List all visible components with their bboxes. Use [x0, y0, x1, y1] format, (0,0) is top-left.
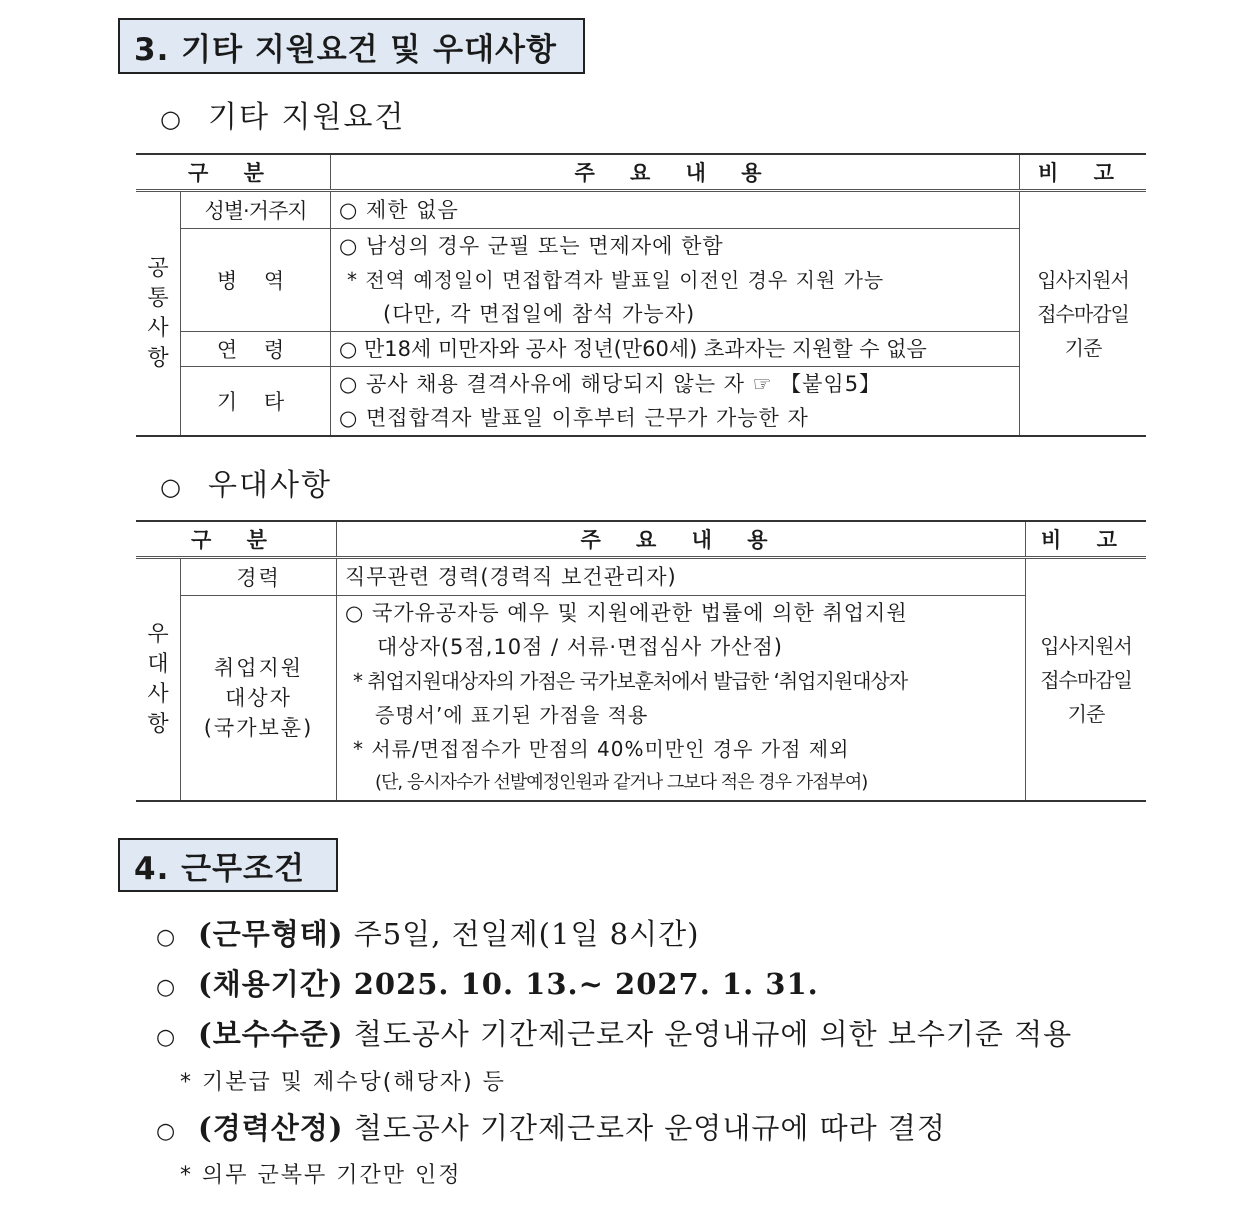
row-label-line: 대상자: [225, 686, 292, 710]
row-label: [181, 596, 337, 802]
content-line: 대상자(5점,10점 / 서류·면접심사 가산점): [377, 635, 783, 659]
work-item-text: 주5일, 전일제(1일 8시간): [353, 917, 700, 951]
note-cell: [1026, 558, 1147, 802]
row-label: 경력: [181, 558, 337, 596]
preference-table: [136, 520, 1146, 802]
bullet: ○: [160, 105, 183, 133]
bullet: ○: [156, 1025, 177, 1050]
row-content: [331, 229, 1020, 332]
group-label-text: 공통사항: [147, 255, 169, 371]
content-line: ○ 남성의 경우 군필 또는 면제자에 한함: [339, 234, 724, 258]
row-content: [331, 332, 1020, 367]
bullet: ○: [156, 1119, 177, 1144]
content-line: ○ 제한 없음: [339, 198, 459, 222]
table-row: [136, 367, 1146, 437]
preference-heading-text: 우대사항: [208, 468, 332, 503]
bullet: ○: [156, 925, 177, 950]
group-label: [136, 191, 181, 437]
header-note: 비 고: [1020, 154, 1147, 191]
note-line: 접수마감일: [1037, 301, 1129, 326]
table-header-row: [136, 521, 1146, 558]
content-line: * 전역 예정일이 면접합격자 발표일 이전인 경우 지원 가능: [347, 268, 885, 292]
work-item: [156, 1012, 1072, 1053]
note-line: 입사지원서: [1040, 633, 1132, 658]
table-row: [136, 558, 1146, 596]
content-line: ○ 공사 채용 결격사유에 해당되지 않는 자 ☞ 【붙임5】: [339, 372, 882, 396]
row-content: [337, 558, 1026, 596]
table-row: [136, 596, 1146, 802]
group-label-text: 우대사항: [147, 621, 169, 737]
table-row: [136, 332, 1146, 367]
header-main: 주 요 내 용: [337, 521, 1026, 558]
content-line: ○ 면접합격자 발표일 이후부터 근무가 가능한 자: [339, 406, 809, 430]
section-4-title-text: 4. 근무조건: [134, 850, 305, 887]
group-label: [136, 558, 181, 802]
header-note: 비 고: [1026, 521, 1147, 558]
table-row: [136, 191, 1146, 229]
requirements-table: [136, 153, 1146, 437]
note-line: 기준: [1064, 335, 1102, 360]
preference-heading: [160, 460, 332, 504]
row-label: 성별·거주지: [181, 191, 331, 229]
bullet: ○: [160, 473, 183, 501]
work-item: [156, 962, 819, 1003]
section-3-title: [118, 18, 585, 74]
row-label: 기 타: [181, 367, 331, 437]
work-item: [156, 912, 699, 953]
header-category: 구 분: [136, 521, 337, 558]
row-label-line: 취업지원: [213, 656, 304, 680]
row-content: [331, 191, 1020, 229]
note-line: 입사지원서: [1037, 267, 1129, 292]
content-line: * 취업지원대상자의 가점은 국가보훈처에서 발급한 ‘취업지원대상자: [353, 669, 908, 693]
work-item-label: (경력산정): [198, 1111, 344, 1145]
note-line: 기준: [1067, 701, 1105, 726]
row-label: 연 령: [181, 332, 331, 367]
header-category: 구 분: [136, 154, 331, 191]
work-item-label: (보수수준): [198, 1017, 344, 1051]
work-item-text: 철도공사 기간제근로자 운영내규에 따라 결정: [353, 1111, 946, 1145]
row-content: [331, 367, 1020, 437]
row-label-line: (국가보훈): [203, 716, 314, 740]
work-item-text: 2025. 10. 13.~ 2027. 1. 31.: [353, 967, 819, 1001]
work-item: [156, 1106, 946, 1147]
content-line: ○ 만18세 미만자와 공사 정년(만60세) 초과자는 지원할 수 없음: [339, 337, 927, 361]
requirements-heading-text: 기타 지원요건: [208, 100, 406, 135]
note-cell: [1020, 191, 1147, 437]
work-item-label: (근무형태): [198, 917, 344, 951]
content-line: 증명서’에 표기된 가점을 적용: [375, 703, 649, 727]
header-main: 주 요 내 용: [331, 154, 1020, 191]
requirements-heading: [160, 92, 405, 136]
content-line: 직무관련 경력(경력직 보건관리자): [345, 565, 677, 589]
row-content: [337, 596, 1026, 802]
content-line: (단, 응시자수가 선발예정인원과 같거나 그보다 적은 경우 가점부여): [375, 772, 868, 793]
table-header-row: [136, 154, 1146, 191]
table-row: [136, 229, 1146, 332]
section-3-title-text: 3. 기타 지원요건 및 우대사항: [134, 31, 557, 68]
content-line: (다만, 각 면접일에 참석 가능자): [383, 302, 696, 326]
work-item-text: 철도공사 기간제근로자 운영내규에 의한 보수기준 적용: [353, 1017, 1073, 1051]
row-label: 병 역: [181, 229, 331, 332]
content-line: * 서류/면접점수가 만점의 40%미만인 경우 가점 제외: [353, 737, 850, 761]
bullet: ○: [156, 975, 177, 1000]
work-note: * 기본급 및 제수당(해당자) 등: [180, 1070, 506, 1095]
section-4-title: [118, 838, 338, 892]
note-line: 접수마감일: [1040, 667, 1132, 692]
work-item-label: (채용기간): [198, 967, 344, 1001]
content-line: ○ 국가유공자등 예우 및 지원에관한 법률에 의한 취업지원: [345, 601, 908, 625]
work-note: * 의무 군복무 기간만 인정: [180, 1163, 462, 1188]
